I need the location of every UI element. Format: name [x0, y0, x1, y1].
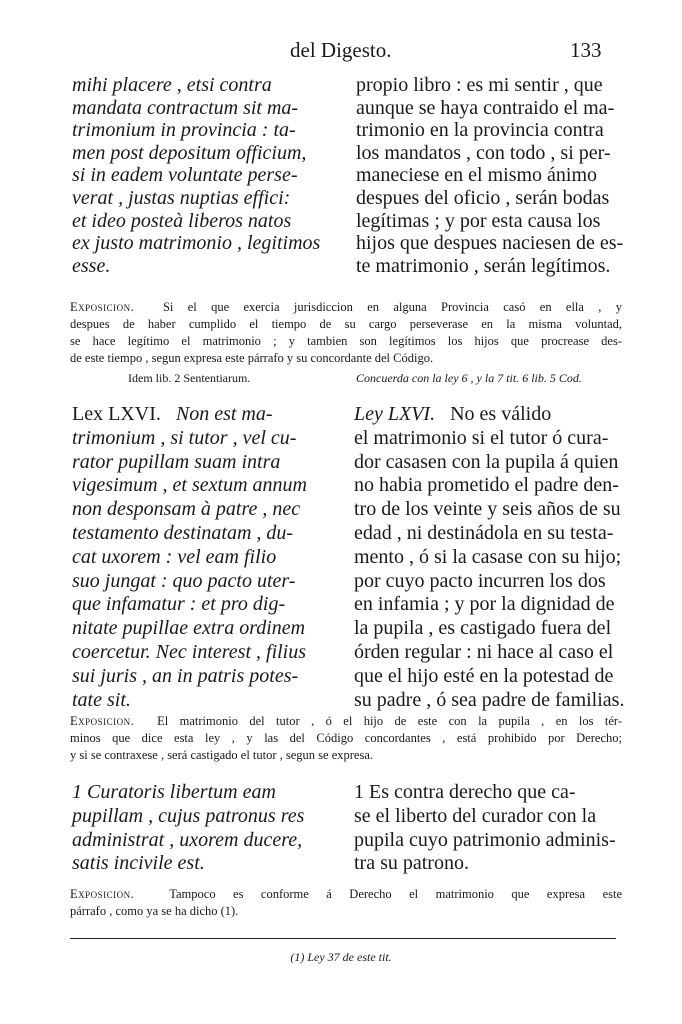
exposicion-note-1	[70, 299, 622, 367]
spanish-column	[354, 781, 620, 876]
spanish-line: despues del oficio , serán bodas	[356, 186, 610, 209]
spanish-line: el matrimonio si el tutor ó cura-	[354, 426, 609, 449]
running-title: del Digesto.	[290, 38, 392, 62]
spanish-line: en infamia ; y por la dignidad de	[354, 593, 615, 616]
spanish-line: hijos que despues naciesen de es-	[356, 232, 624, 255]
latin-line: nitate pupillae extra ordinem	[72, 617, 306, 640]
spanish-line: trimonio en la provincia contra	[356, 119, 604, 142]
footnote-rule	[70, 938, 616, 939]
latin-line: tate sit.	[72, 688, 131, 711]
spanish-line: su padre , ó sea padre de familias.	[354, 688, 625, 711]
exposicion-line: Si el que exercia jurisdiccion en alguna Provincia casó en ella , y	[162, 300, 622, 314]
exposicion-line: Tampoco es conforme á Derecho el matrimonio que expresa este	[169, 887, 622, 901]
spanish-line: te matrimonio , serán legítimos.	[356, 254, 611, 277]
page-header	[0, 38, 682, 68]
latin-column	[72, 74, 336, 277]
paragraph-block-2	[72, 403, 625, 712]
spanish-line: legítimas ; y por esta causa los	[356, 209, 601, 232]
spanish-line: edad , ni destinádola en su testa-	[354, 521, 614, 544]
spanish-line: maneciese en el mismo ánimo	[356, 164, 598, 187]
exposicion-label: Exposicion.	[70, 887, 135, 901]
latin-line: si in eadem voluntate perse-	[72, 164, 298, 187]
latin-line: verat , justas nuptias effici:	[72, 186, 291, 209]
spanish-line: se el liberto del curador con la	[354, 804, 597, 827]
spanish-line: por cuyo pacto incurren los dos	[354, 569, 606, 592]
latin-column	[72, 781, 336, 876]
law-number: Lex LXVI.	[72, 403, 161, 425]
page-number: 133	[570, 38, 602, 62]
latin-line: pupillam , cujus patronus res	[72, 804, 305, 827]
spanish-line: tro de los veinte y seis años de su	[354, 498, 621, 521]
exposicion-note-2	[70, 713, 622, 764]
latin-line: Non est ma-	[175, 403, 273, 425]
latin-line: esse.	[72, 254, 111, 277]
spanish-line: no habia prometido el padre den-	[354, 474, 619, 497]
footnote: (1) Ley 37 de este tit.	[290, 950, 392, 964]
source-reference: Idem lib. 2 Sententiarum.	[128, 371, 251, 385]
latin-line: rator pupillam suam intra	[72, 450, 281, 473]
exposicion-line: minos que dice esta ley , y las del Código concordantes , está prohibido por Derecho;	[70, 731, 622, 745]
latin-line: non desponsam à patre , nec	[72, 498, 301, 521]
spanish-line: aunque se haya contraido el ma-	[356, 96, 615, 119]
latin-column	[72, 403, 336, 712]
exposicion-line: despues de haber cumplido el tiempo de su cargo perseverase en la misma voluntad,	[70, 317, 622, 331]
latin-line: suo jungat : quo pacto uter-	[72, 569, 296, 592]
latin-line: trimonium , si tutor , vel cu-	[72, 426, 297, 449]
exposicion-label: Exposicion.	[70, 300, 135, 314]
latin-line: 1 Curatoris libertum eam	[72, 781, 276, 803]
paragraph-block-3	[72, 781, 620, 876]
latin-line: men post depositum officium,	[72, 141, 307, 164]
spanish-line: No es válido	[450, 403, 552, 425]
paragraph-block-1	[72, 74, 624, 277]
spanish-line: dor casasen con la pupila á quien	[354, 450, 619, 473]
ley-number: Ley LXVI.	[354, 403, 436, 425]
spanish-line: los mandatos , con todo , si per-	[356, 141, 611, 164]
latin-line: vigesimum , et sextum annum	[72, 474, 307, 497]
spanish-line: propio libro : es mi sentir , que	[356, 74, 603, 96]
latin-line: cat uxorem : vel eam filio	[72, 545, 277, 568]
spanish-line: pupila cuyo patrimonio adminis-	[354, 828, 616, 851]
exposicion-note-3	[70, 886, 622, 920]
spanish-column	[354, 403, 625, 712]
spanish-line: 1 Es contra derecho que ca-	[354, 781, 576, 803]
latin-line: trimonium in provincia : ta-	[72, 119, 296, 142]
spanish-line: mento , ó si la casase con su hijo;	[354, 545, 622, 568]
exposicion-line: El matrimonio del tutor , ó el hijo de este con la pupila , en los tér-	[157, 714, 622, 728]
spanish-column	[356, 74, 624, 277]
latin-line: coercetur. Nec interest , filius	[72, 640, 307, 663]
spanish-line: tra su patrono.	[354, 852, 469, 875]
exposicion-label: Exposicion.	[70, 714, 135, 728]
exposicion-line: de este tiempo , segun expresa este párrafo y su concordante del Código.	[70, 351, 434, 365]
spanish-line: la pupila , es castigado fuera del	[354, 617, 612, 640]
exposicion-line: párrafo , como ya se ha dicho (1).	[70, 904, 239, 918]
latin-line: sui juris , an in patris potes-	[72, 664, 299, 687]
concordance-reference: Concuerda con la ley 6 , y la 7 tit. 6 lib. 5 Cod.	[356, 371, 582, 385]
spanish-line: órden regular : ni hace al caso el	[354, 640, 614, 663]
spanish-line: que el hijo esté en la potestad de	[354, 664, 614, 687]
latin-line: administrat , uxorem ducere,	[72, 828, 303, 851]
latin-line: mandata contractum sit ma-	[72, 96, 299, 119]
latin-line: testamento destinatam , du-	[72, 521, 294, 544]
latin-line: satis incivile est.	[72, 852, 205, 875]
latin-line: mihi placere , etsi contra	[72, 74, 272, 96]
latin-line: et ideo posteà liberos natos	[72, 209, 292, 232]
latin-line: ex justo matrimonio , legitimos	[72, 232, 321, 255]
latin-line: que infamatur : et pro dig-	[72, 593, 286, 616]
exposicion-line: se hace legítimo el matrimonio ; y tambien son legítimos los hijos que procrease des-	[70, 334, 622, 348]
exposicion-line: y si se contraxese , será castigado el tutor , segun se expresa.	[70, 748, 374, 762]
